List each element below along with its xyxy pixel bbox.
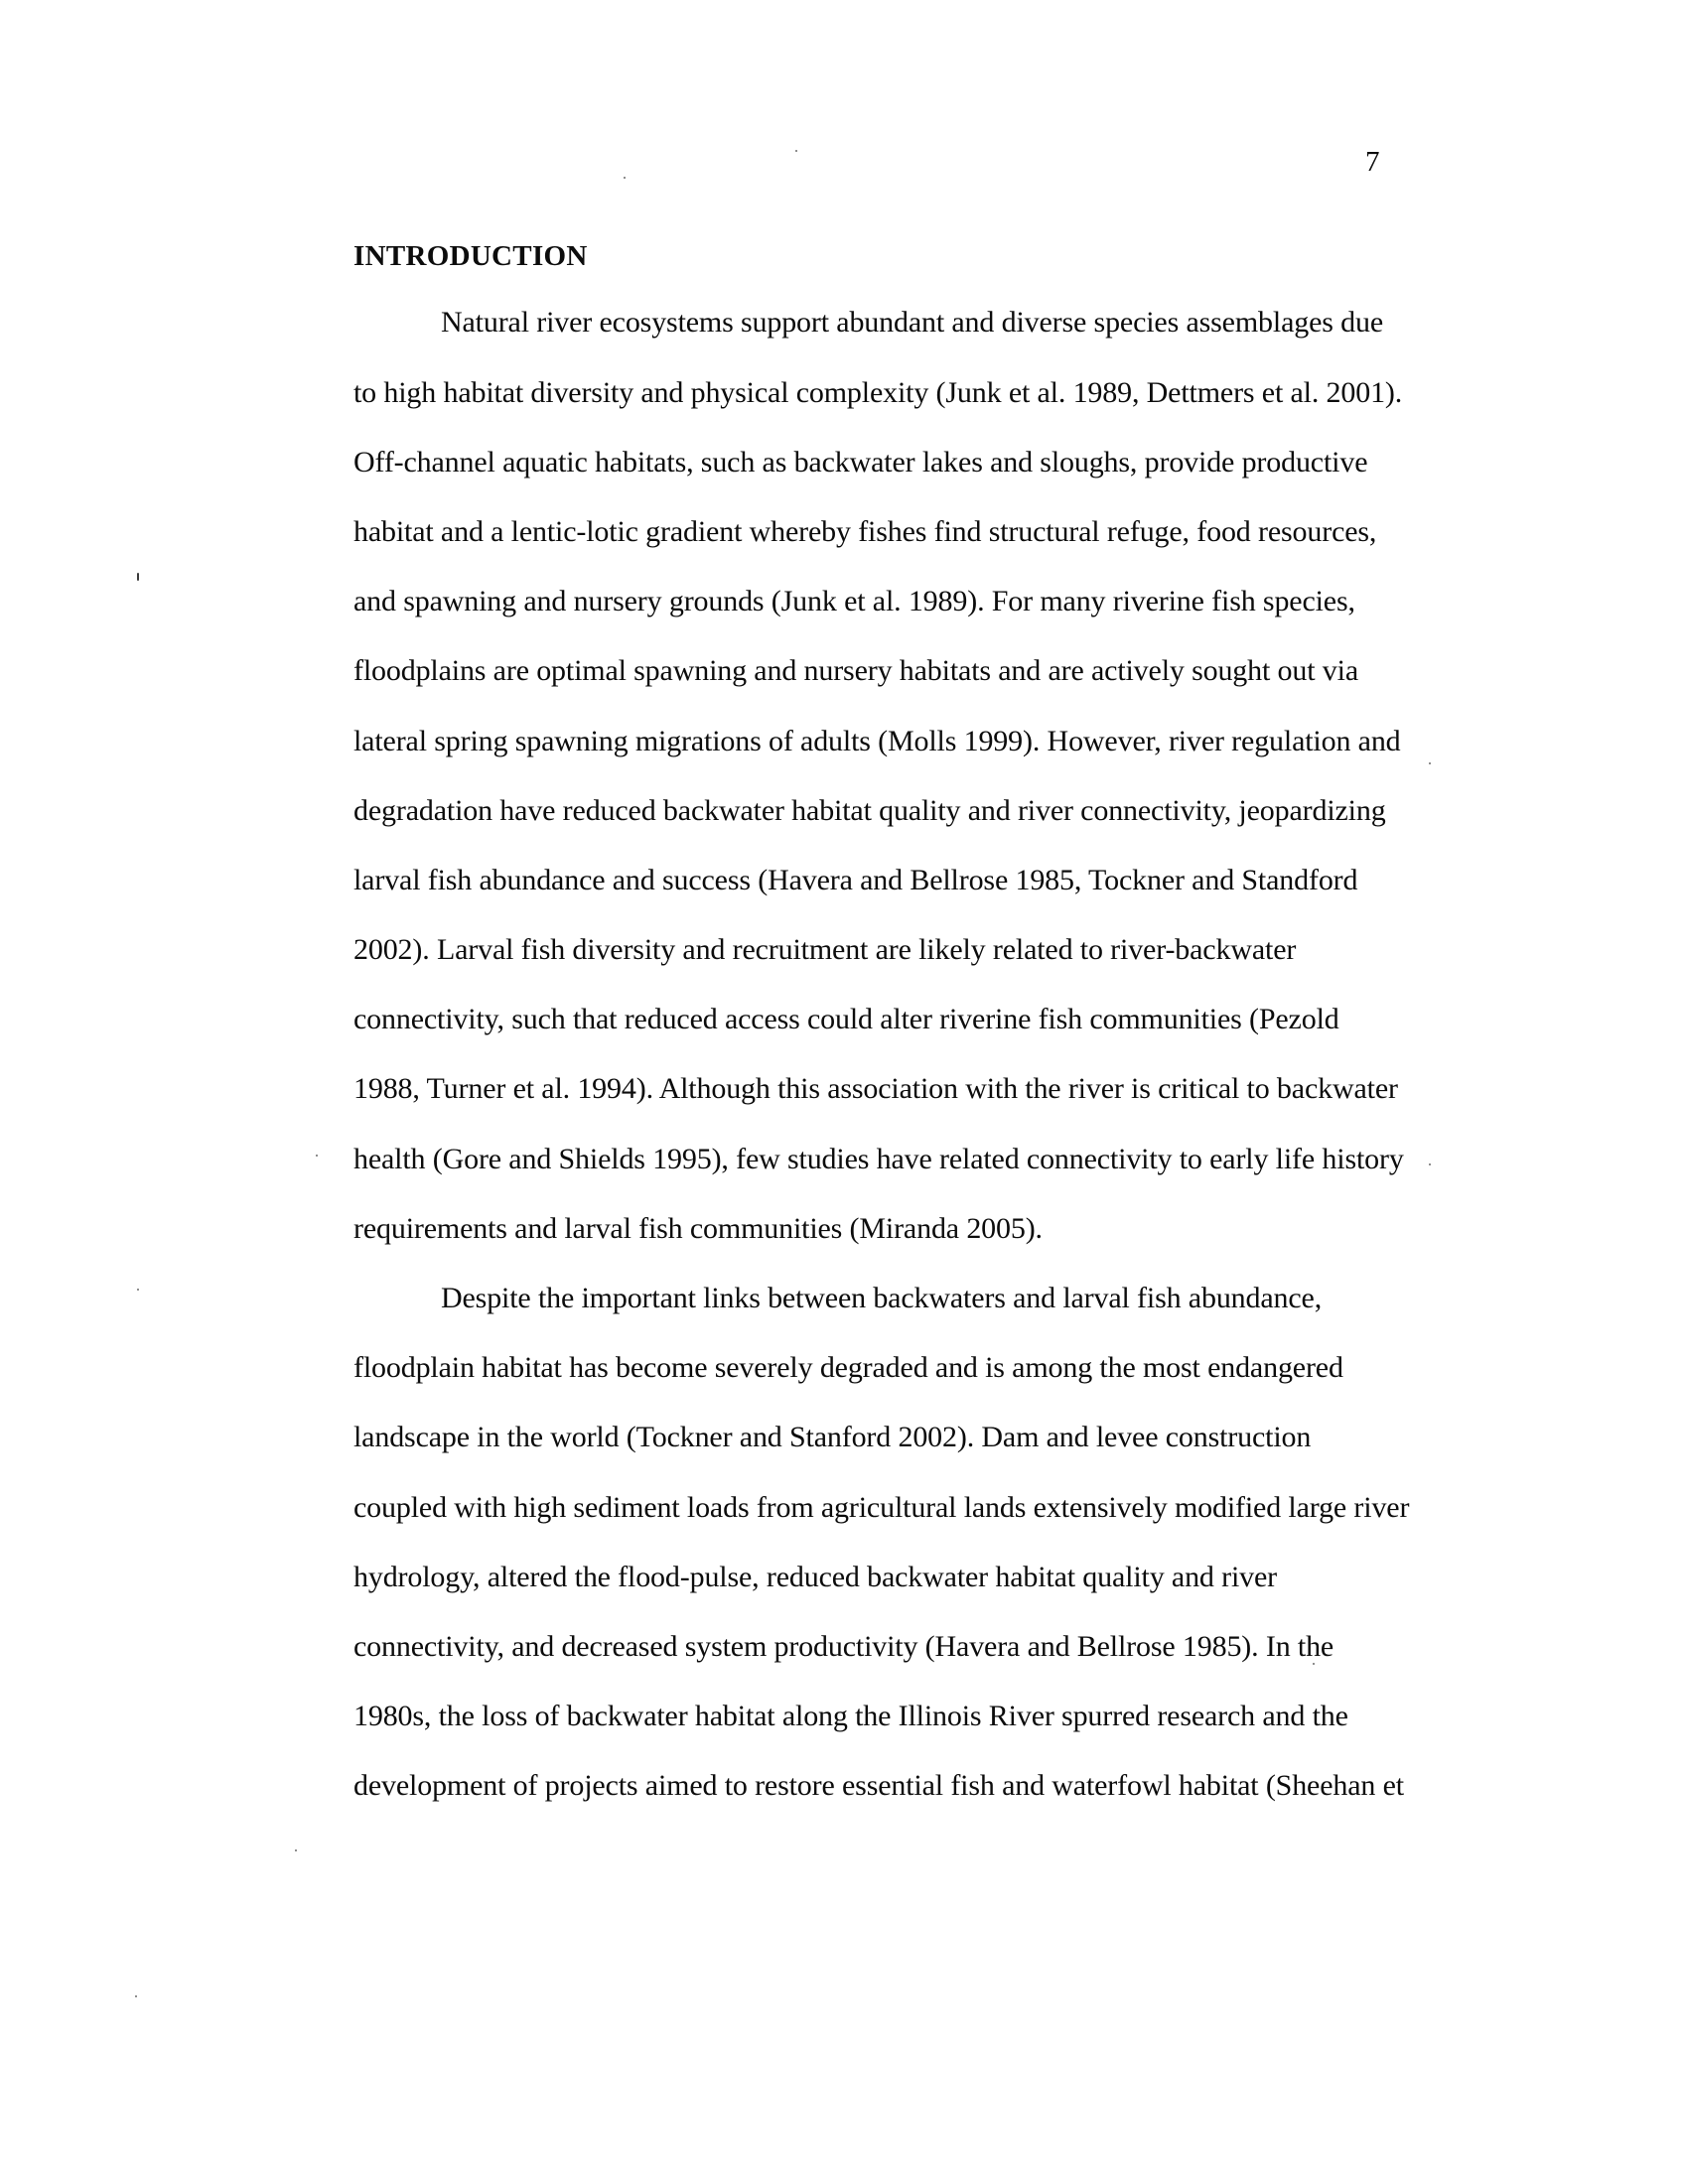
text-line: health (Gore and Shields 1995), few studies have related connectivity to early life history <box>353 1143 1404 1175</box>
text-line: degradation have reduced backwater habitat quality and river connectivity, jeopardizing <box>353 794 1386 827</box>
text-line: and spawning and nursery grounds (Junk et al. 1989). For many riverine fish species, <box>353 585 1355 617</box>
text-line: habitat and a lentic-lotic gradient whereby fishes find structural refuge, food resources, <box>353 515 1377 548</box>
text-line: 1980s, the loss of backwater habitat along the Illinois River spurred research and the <box>353 1700 1348 1732</box>
scan-speck <box>316 1155 318 1157</box>
text-line: Off-channel aquatic habitats, such as backwater lakes and sloughs, provide productive <box>353 446 1368 478</box>
text-line: coupled with high sediment loads from agricultural lands extensively modified large river <box>353 1491 1410 1524</box>
text-line: Despite the important links between backwaters and larval fish abundance, <box>441 1282 1323 1314</box>
text-line: larval fish abundance and success (Havera and Bellrose 1985, Tockner and Standford <box>353 864 1358 896</box>
scan-speck <box>137 1289 139 1291</box>
page-number: 7 <box>1365 146 1380 178</box>
text-line: landscape in the world (Tockner and Stanford 2002). Dam and levee construction <box>353 1421 1312 1453</box>
text-line: hydrology, altered the flood-pulse, reduced backwater habitat quality and river <box>353 1561 1278 1593</box>
section-heading: INTRODUCTION <box>353 240 588 272</box>
scan-speck <box>1429 762 1431 764</box>
scan-speck <box>137 573 139 581</box>
scan-speck <box>624 177 626 179</box>
text-line: Natural river ecosystems support abundant and diverse species assemblages due <box>441 306 1383 339</box>
scan-speck <box>135 1995 137 1997</box>
scan-speck <box>1313 1663 1315 1665</box>
text-line: connectivity, such that reduced access could alter riverine fish communities (Pezold <box>353 1003 1339 1035</box>
text-line: development of projects aimed to restore essential fish and waterfowl habitat (Sheehan et <box>353 1769 1404 1802</box>
text-line: floodplain habitat has become severely degraded and is among the most endangered <box>353 1351 1343 1384</box>
text-line: 1988, Turner et al. 1994). Although this association with the river is critical to backwater <box>353 1072 1398 1105</box>
text-line: connectivity, and decreased system productivity (Havera and Bellrose 1985). In the <box>353 1630 1334 1663</box>
text-line: 2002). Larval fish diversity and recruitment are likely related to river-backwater <box>353 933 1297 966</box>
text-line: lateral spring spawning migrations of adults (Molls 1999). However, river regulation and <box>353 725 1401 757</box>
scan-speck <box>795 150 797 152</box>
scan-speck <box>295 1849 297 1851</box>
text-line: requirements and larval fish communities (Miranda 2005). <box>353 1212 1043 1245</box>
scan-speck <box>1429 1163 1431 1165</box>
text-line: to high habitat diversity and physical complexity (Junk et al. 1989, Dettmers et al. 2001). <box>353 376 1403 409</box>
text-line: floodplains are optimal spawning and nursery habitats and are actively sought out via <box>353 654 1358 687</box>
